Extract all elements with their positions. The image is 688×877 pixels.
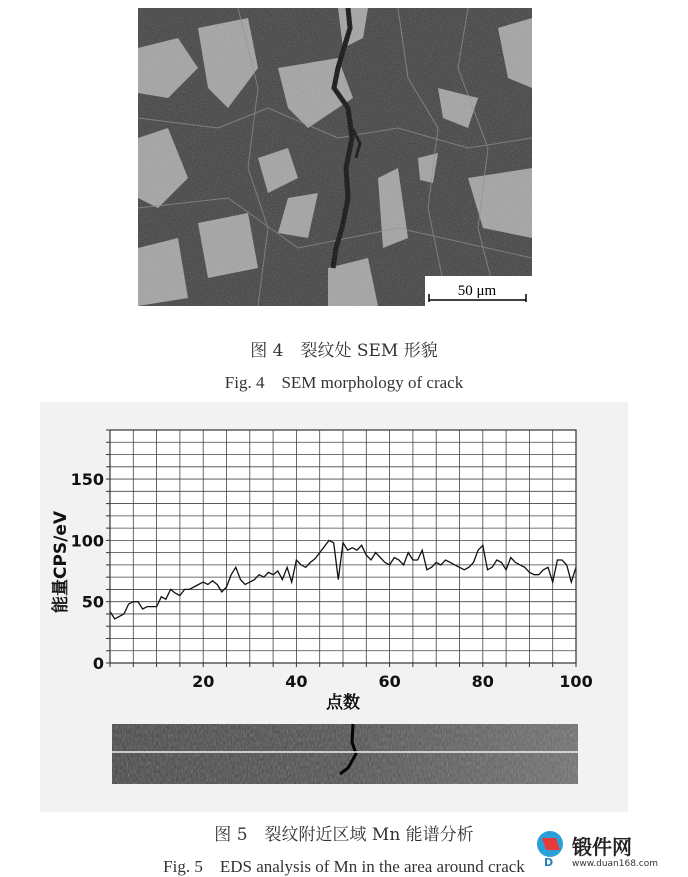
y-tick-label: 100 (70, 531, 104, 551)
eds-line-chart (40, 402, 628, 812)
site-watermark (534, 828, 684, 872)
eds-chart-panel (40, 402, 628, 812)
x-tick-label: 100 (559, 672, 593, 691)
sem-micrograph (138, 8, 532, 306)
y-axis-label: 能量CPS/eV (51, 510, 71, 614)
scale-bar (425, 276, 532, 306)
figure4-caption-cn: 图 4 裂纹处 SEM 形貌 (250, 341, 438, 361)
x-tick-label: 40 (285, 672, 308, 691)
x-axis-label: 点数 (326, 693, 360, 713)
y-tick-label: 0 (92, 654, 104, 673)
watermark-url: www.duan168.com (572, 859, 659, 869)
x-tick-label: 60 (378, 672, 401, 691)
y-tick-label: 50 (81, 592, 104, 612)
watermark-logo-icon (534, 828, 684, 872)
figure4-caption-en: Fig. 4 SEM morphology of crack (224, 373, 464, 392)
scale-bar-label: 50 μm (457, 283, 497, 299)
figure5-caption-en: Fig. 5 EDS analysis of Mn in the area around crack (163, 857, 525, 876)
sem-micrograph-texture (138, 8, 532, 306)
figure5-caption-cn: 图 5 裂纹附近区域 Mn 能谱分析 (214, 825, 474, 845)
x-tick-label: 20 (192, 672, 215, 691)
svg-text:D: D (544, 856, 554, 869)
watermark-name: 锻件网 (572, 835, 632, 859)
line-scan-strip (112, 724, 578, 784)
y-tick-label: 150 (70, 470, 104, 490)
x-tick-label: 80 (471, 672, 494, 691)
